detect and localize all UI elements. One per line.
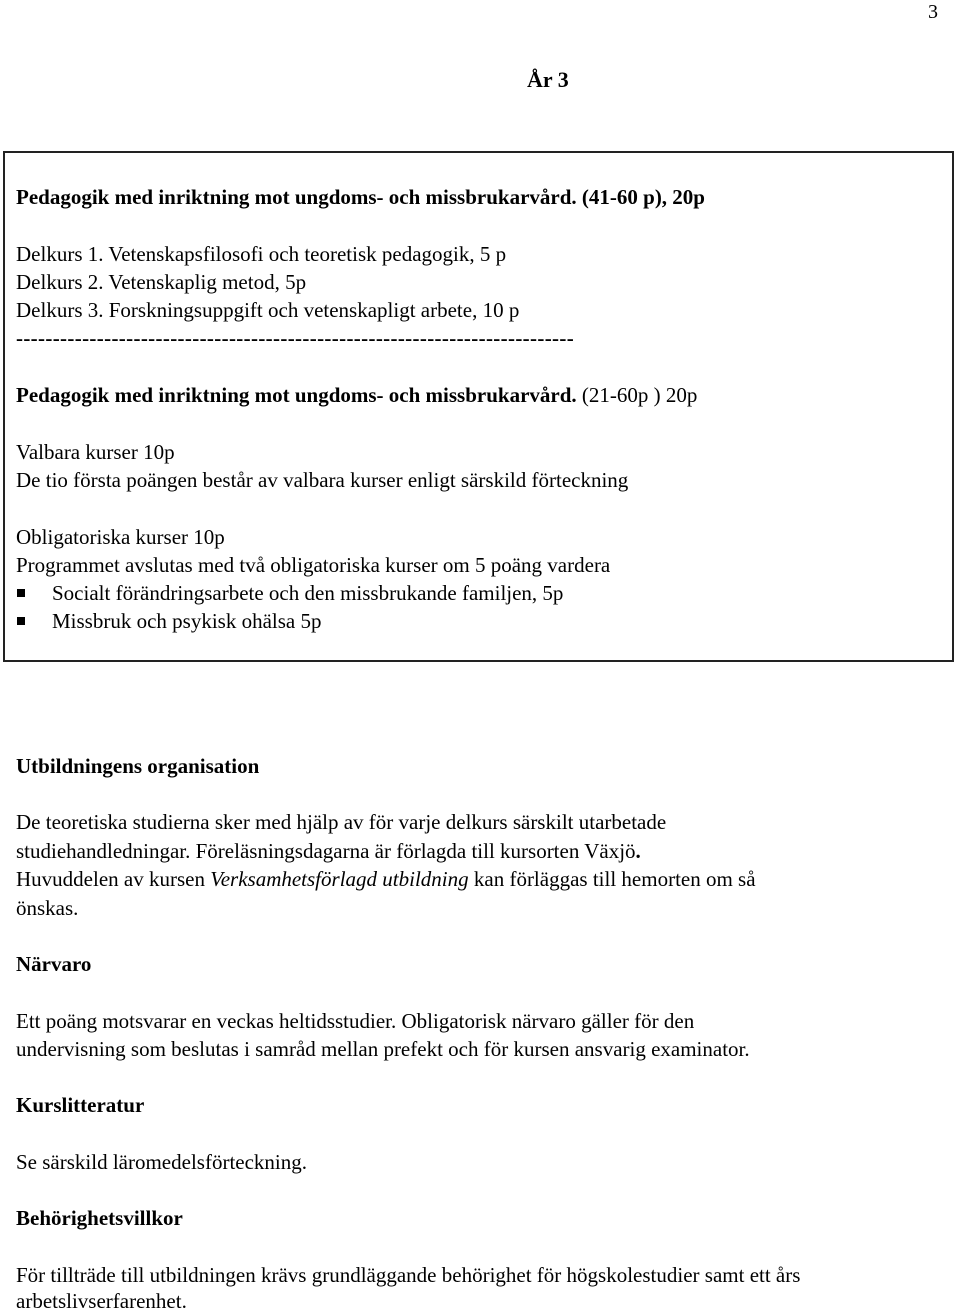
organisation-line-4: önskas. <box>16 896 79 920</box>
attendance-heading: Närvaro <box>16 952 92 976</box>
subcourse-1: Delkurs 1. Vetenskapsfilosofi och teoretisk pedagogik, 5 p <box>16 242 507 266</box>
attendance-line-1: Ett poäng motsvarar en veckas heltidsstudier. Obligatorisk närvaro gäller för den <box>16 1009 695 1033</box>
subcourse-3: Delkurs 3. Forskningsuppgift och vetenskapligt arbete, 10 p <box>16 298 520 322</box>
organisation-line-2 <box>16 837 641 865</box>
eligibility-line-1: För tillträde till utbildningen krävs grundläggande behörighet för högskolestudier samt ett års <box>16 1263 801 1287</box>
literature-text: Se särskild läromedelsförteckning. <box>16 1150 308 1174</box>
organisation-line-3-start: Huvuddelen av kursen <box>16 867 211 891</box>
list-item <box>0 607 900 635</box>
program-b-title-rest: (21-60p ) 20p <box>576 383 698 407</box>
separator-line: ---------------------------------------------------------------------------- <box>16 326 575 350</box>
mandatory-text: Programmet avslutas med två obligatoriska kurser om 5 poäng vardera <box>16 553 611 577</box>
organisation-line-3-end: kan förläggas till hemorten om så <box>468 867 756 891</box>
elective-heading: Valbara kurser 10p <box>16 440 175 464</box>
mandatory-course-1: Socialt förändringsarbete och den missbrukande familjen, 5p <box>52 581 564 605</box>
literature-heading: Kurslitteratur <box>16 1093 145 1117</box>
eligibility-heading: Behörighetsvillkor <box>16 1206 183 1230</box>
program-b-title <box>16 381 697 409</box>
organisation-line-2-text: studiehandledningar. Föreläsningsdagarna är förlagda till kursorten Växjö <box>16 839 636 863</box>
attendance-line-2: undervisning som beslutas i samråd mellan prefekt och för kursen ansvarig examinator. <box>16 1037 750 1061</box>
subcourse-2: Delkurs 2. Vetenskaplig metod, 5p <box>16 270 307 294</box>
list-item <box>0 579 900 607</box>
year-heading: År 3 <box>527 67 569 92</box>
organisation-line-3-italic: Verksamhetsförlagd utbildning <box>210 867 469 891</box>
eligibility-line-2: arbetslivserfarenhet. <box>16 1289 187 1313</box>
organisation-line-2-period: . <box>635 839 641 863</box>
elective-text: De tio första poängen består av valbara kurser enligt särskild förteckning <box>16 468 629 492</box>
organisation-line-3 <box>16 865 756 893</box>
organisation-heading: Utbildningens organisation <box>16 754 260 778</box>
organisation-line-1: De teoretiska studierna sker med hjälp av för varje delkurs särskilt utarbetade <box>16 810 667 834</box>
program-a-title: Pedagogik med inriktning mot ungdoms- och missbrukarvård. (41-60 p), 20p <box>16 185 705 209</box>
square-bullet-icon <box>17 589 25 597</box>
program-b-title-bold: Pedagogik med inriktning mot ungdoms- och missbrukarvård. <box>16 383 577 407</box>
mandatory-heading: Obligatoriska kurser 10p <box>16 525 225 549</box>
mandatory-course-2: Missbruk och psykisk ohälsa 5p <box>52 609 322 633</box>
page-number: 3 <box>928 1 938 23</box>
square-bullet-icon <box>17 617 25 625</box>
